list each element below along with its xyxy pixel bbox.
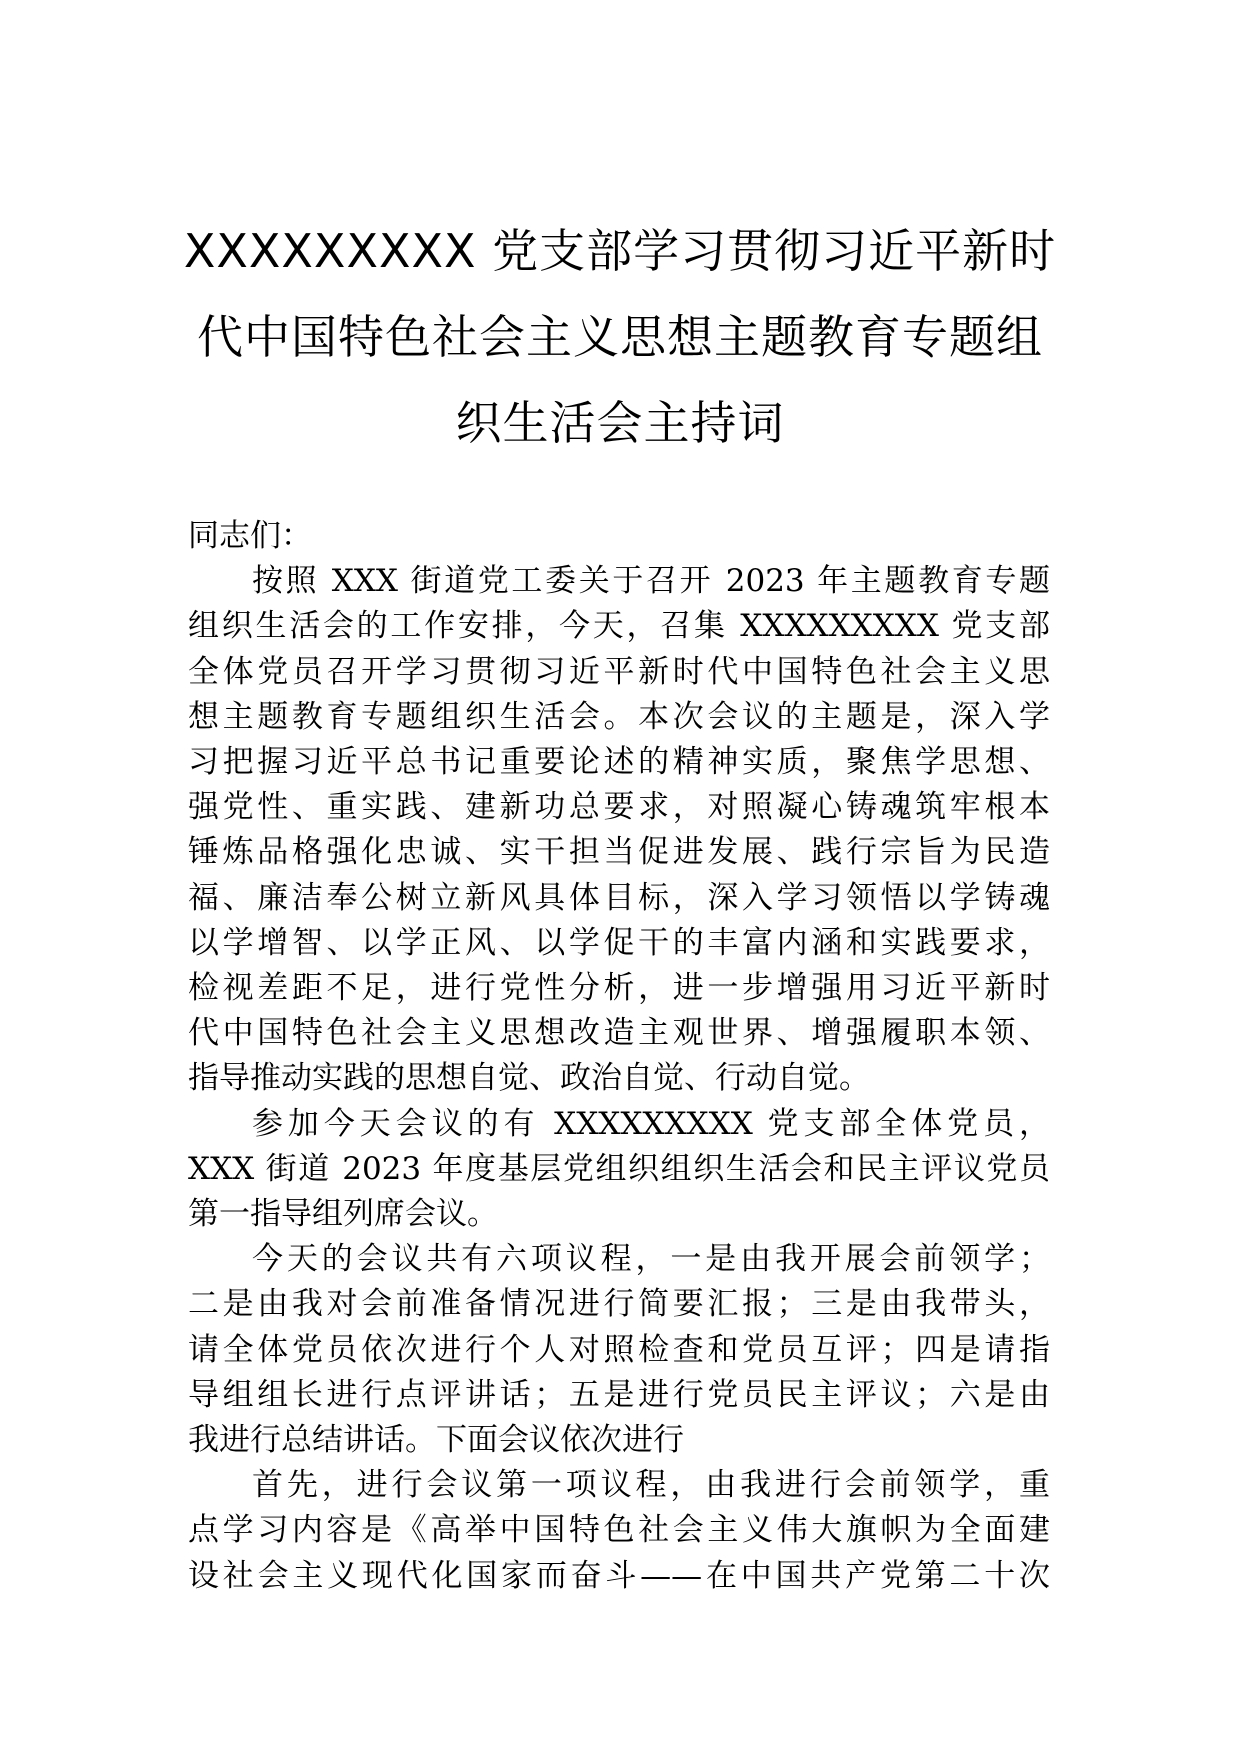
paragraph-line: 组织生活会的工作安排，今天，召集 XXXXXXXXX 党支部 bbox=[188, 608, 1050, 645]
paragraph-line: 点学习内容是《高举中国特色社会主义伟大旗帜为全面建 bbox=[188, 1512, 1050, 1549]
paragraph-line: 代中国特色社会主义思想改造主观世界、增强履职本领、 bbox=[188, 1015, 1050, 1052]
paragraph-line: 全体党员召开学习贯彻习近平新时代中国特色社会主义思 bbox=[188, 653, 1050, 690]
paragraph-line: 二是由我对会前准备情况进行简要汇报；三是由我带头， bbox=[188, 1286, 1050, 1323]
paragraph-line: 首先，进行会议第一项议程，由我进行会前领学，重 bbox=[252, 1467, 1050, 1504]
paragraph-line: 参加今天会议的有 XXXXXXXXX 党支部全体党员， bbox=[252, 1105, 1050, 1142]
title-line: 代中国特色社会主义思想主题教育专题组 bbox=[197, 310, 1043, 364]
paragraph-line: 指导推动实践的思想自觉、政治自觉、行动自觉。 bbox=[188, 1060, 870, 1097]
paragraph-line: 强党性、重实践、建新功总要求，对照凝心铸魂筑牢根本 bbox=[188, 789, 1050, 826]
document-title bbox=[170, 208, 1070, 466]
paragraph-line: 锤炼品格强化忠诚、实干担当促进发展、践行宗旨为民造 bbox=[188, 834, 1050, 871]
title-line: XXXXXXXXX 党支部学习贯彻习近平新时 bbox=[183, 224, 1057, 278]
paragraph-line: 第一指导组列席会议。 bbox=[188, 1196, 498, 1233]
paragraph-line: 习把握习近平总书记重要论述的精神实质，聚焦学思想、 bbox=[188, 744, 1050, 781]
paragraph-first-agenda bbox=[188, 1463, 1050, 1599]
paragraph-line: 今天的会议共有六项议程，一是由我开展会前领学； bbox=[252, 1241, 1050, 1278]
paragraph-line: 设社会主义现代化国家而奋斗——在中国共产党第二十次 bbox=[188, 1557, 1050, 1594]
paragraph-agenda-items bbox=[188, 1237, 1050, 1463]
paragraph-line: XXX 街道 2023 年度基层党组织组织生活会和民主评议党员 bbox=[188, 1150, 1050, 1187]
paragraph-line: 按照 XXX 街道党工委关于召开 2023 年主题教育专题 bbox=[252, 563, 1050, 600]
paragraph-line: 我进行总结讲话。下面会议依次进行 bbox=[188, 1422, 684, 1459]
title-line: 织生活会主持词 bbox=[455, 396, 785, 450]
paragraph-agenda-background bbox=[188, 559, 1050, 1101]
salutation: 同志们： bbox=[188, 518, 312, 554]
paragraph-line: 检视差距不足，进行党性分析，进一步增强用习近平新时 bbox=[188, 970, 1050, 1007]
paragraph-line: 请全体党员依次进行个人对照检查和党员互评；四是请指 bbox=[188, 1331, 1050, 1368]
paragraph-line: 导组组长进行点评讲话；五是进行党员民主评议；六是由 bbox=[188, 1376, 1050, 1413]
paragraph-line: 以学增智、以学正风、以学促干的丰富内涵和实践要求， bbox=[188, 924, 1050, 961]
paragraph-line: 福、廉洁奉公树立新风具体目标，深入学习领悟以学铸魂 bbox=[188, 879, 1050, 916]
paragraph-line: 想主题教育专题组织生活会。本次会议的主题是，深入学 bbox=[188, 698, 1050, 735]
paragraph-attendees bbox=[188, 1102, 1050, 1238]
document-body bbox=[188, 514, 1050, 1599]
